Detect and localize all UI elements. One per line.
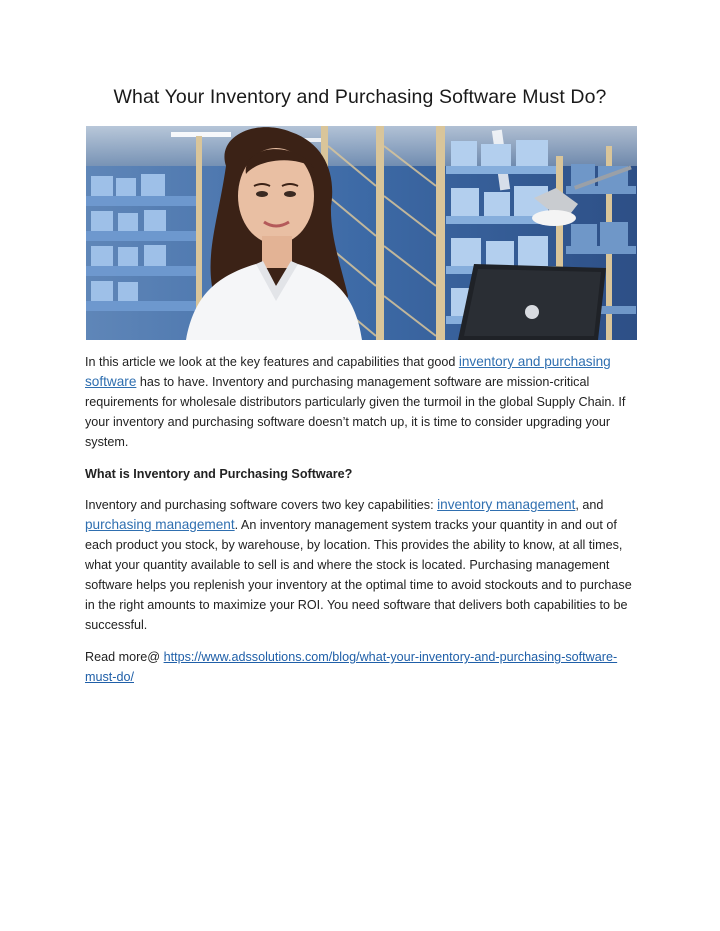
definition-text-rest: . An inventory management system tracks your quantity in and out of each product you stock, by warehouse, by location. This provides the ability to know, at all times, what your quantity available to sell is and where the stock is located. Purchasing management software helps you replenish your inventory at the optimal time to avoid stockouts and to purchase in the right amounts to maximize your ROI. You need software that delivers both capabilities to be successful. [85, 518, 632, 632]
read-more-paragraph [85, 647, 637, 687]
definition-text-and: , and [575, 498, 604, 512]
inventory-purchasing-software-link[interactable]: inventory and purchasing software [85, 354, 611, 389]
warehouse-photo-icon [86, 126, 637, 340]
definition-text: Inventory and purchasing software covers two key capabilities: [85, 498, 438, 512]
section-heading: What is Inventory and Purchasing Software? [85, 467, 353, 481]
hero-image [86, 126, 637, 340]
article-body [85, 352, 637, 699]
intro-text: In this article we look at the key features and capabilities that good [85, 355, 459, 369]
intro-paragraph [85, 352, 637, 452]
purchasing-management-link[interactable]: purchasing management [85, 517, 235, 532]
intro-text-rest: has to have. Inventory and purchasing management software are mission-critical requirements for wholesale distributors particularly given the turmoil in the global Supply Chain. If your inventory and purchasing software doesn’t match up, it is time to consider upgrading your system. [85, 375, 626, 449]
read-more-label: Read more@ [85, 650, 164, 664]
inventory-management-link[interactable]: inventory management [437, 497, 576, 512]
article-url-link[interactable]: https://www.adssolutions.com/blog/what-your-inventory-and-purchasing-software-must-do/ [85, 650, 618, 684]
page-title: What Your Inventory and Purchasing Software Must Do? [113, 86, 607, 108]
definition-paragraph [85, 495, 637, 635]
